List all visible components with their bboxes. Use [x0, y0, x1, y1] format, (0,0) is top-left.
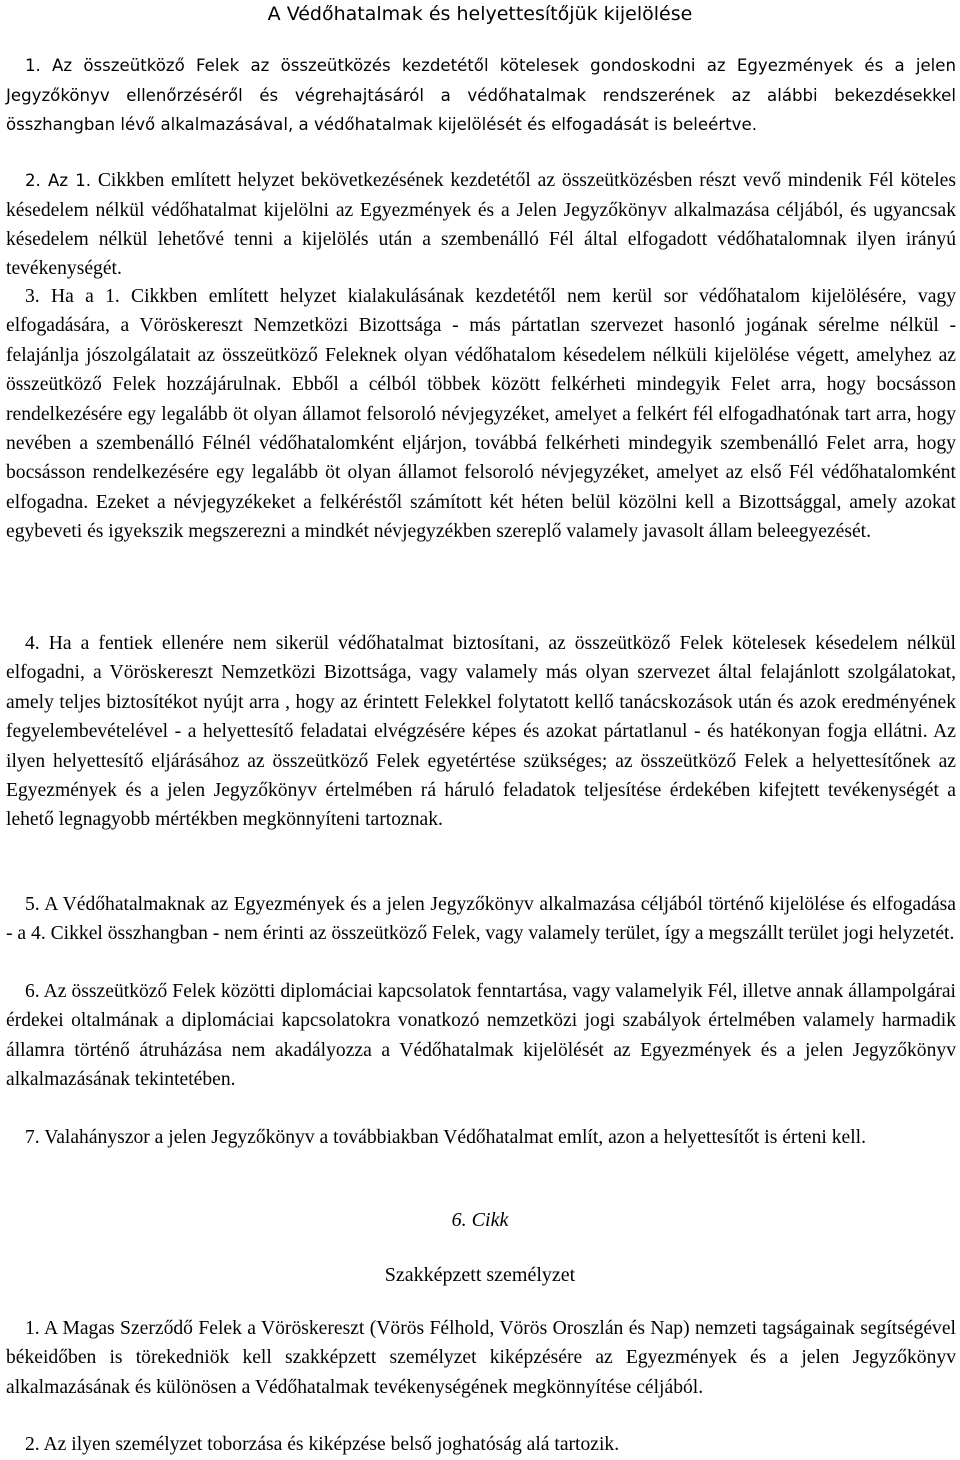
- paragraph-4: 4. Ha a fentiek ellenére nem sikerül védőhatalmat biztosítani, az összeütköző Felek kötelesek késedelem nélkül elfogadni, a Vöröskereszt Nemzetközi Bizottsága, vagy valamely más olyan szervezet által felajánlott szolgálatokat, amely teljes biztosítékot nyújt arra , hogy az érintett Felekkel folytatott kellő tanácskozások után és azok eredményének fegyelembevételével - a helyettesítő feladatai elvégzésére képes és azokat pártatlanul - és hatékonyan fogja ellátni. Az ilyen helyettesítő eljárásához az összeütköző Felek egyetértése szükséges; az összeütköző Felek a helyettesítőnek az Egyezmények és a jelen Jegyzőkönyv értelmében rá háruló feladatok teljesítése érdekében kifejtett tevékenységét a lehető legnagyobb mértékben megkönnyíteni tartoznak.: [6, 633, 956, 831]
- article-number: 6. Cikk: [451, 1209, 509, 1231]
- paragraph-1: 1. Az összeütköző Felek az összeütközés kezdetétől kötelesek gondoskodni az Egyezmények és a jelen Jegyzőkönyv ellenőrzéséről és végrehajtásáról a védőhatalmak rendszerének az alábbi bekezdésekkel összhangban lévő alkalmazásával, a védőhatalmak kijelölését és elfogadását is beleértve.: [6, 56, 956, 135]
- paragraph-7: 7. Valahányszor a jelen Jegyzőkönyv a továbbiakban Védőhatalmat említ, azon a helyettesítőt is érteni kell.: [25, 1127, 866, 1148]
- paragraph-2-number: 2. Az 1.: [25, 171, 92, 190]
- paragraph-3: 3. Ha a 1. Cikkben említett helyzet kialakulásának kezdetétől nem kerül sor védőhatalom kijelölésére, vagy elfogadására, a Vöröskereszt Nemzetközi Bizottsága - más pártatlan szervezet hasonló jogának sérelme nélkül - felajánlja jószolgálatait az összeütköző Feleknek olyan védőhatalom késedelem nélküli kijelölése végett, amelyhez az összeütköző Felek hozzájárulnak. Ebből a célból többek között felkérheti mindegyik Felet arra, hogy bocsásson rendelkezésére egy legalább öt olyan államot felsoroló névjegyzéket, amelyet a felkért fél elfogadhatónak tart arra, hogy nevében a szembenálló Félnél védőhatalomként eljárjon, továbbá felkérheti mindegyik szembenálló Felet arra, hogy bocsásson rendelkezésére egy legalább öt olyan államot felsoroló névjegyzéket, amelyet az első Fél védőhatalomként elfogadna. Ezeket a névjegyzékeket a felkéréstől számított két héten belül közölni kell a Bizottsággal, amely azokat egybeveti és igyekszik megszerezni a mindkét névjegyzékben szereplő valamely javasolt állam beleegyezését.: [6, 286, 956, 543]
- section-heading: A Védőhatalmak és helyettesítőjük kijelölése: [267, 3, 693, 25]
- article-paragraph-1: 1. A Magas Szerződő Felek a Vöröskereszt (Vörös Félhold, Vörös Oroszlán és Nap) nemzeti tagságainak segítségével békeidőben is törekedniök kell szakképzett személyzet kiképzésére az Egyezmények és a jelen Jegyzőkönyv alkalmazásának és különösen a Védőhatalmak tevékenységének megkönnyítése céljából.: [6, 1318, 956, 1398]
- paragraph-5: 5. A Védőhatalmaknak az Egyezmények és a jelen Jegyzőkönyv alkalmazása céljából történő kijelölése és elfogadása - a 4. Cikkel összhangban - nem érinti az összeütköző Felek, vagy valamely terület, így a megszállt terület jogi helyzetét.: [6, 894, 956, 945]
- paragraph-6: 6. Az összeütköző Felek közötti diplomáciai kapcsolatok fenntartása, vagy valamelyik Fél, illetve annak állampolgárai érdekei oltalmának a diplomáciai kapcsolatokra vonatkozó nemzetközi jogi szabályok értelmében valamely harmadik államra történő átruházása nem akadályozza a Védőhatalmak kijelölését az Egyezmények és a jelen Jegyzőkönyv alkalmazásának tekintetében.: [6, 981, 956, 1091]
- paragraph-2: [6, 166, 956, 284]
- article-paragraph-2: 2. Az ilyen személyzet toborzása és kiképzése belső joghatóság alá tartozik.: [25, 1434, 620, 1455]
- paragraph-2-text: Cikkben említett helyzet bekövetkezésének kezdetétől az összeütközésben részt vevő mindenik Fél köteles késedelem nélkül védőhatalmat kijelölni az Egyezmények és a Jelen Jegyzőkönyv alkalmazása céljából, és ugyancsak késedelem nélkül lehetővé tenni a kijelölés után a szembenálló Fél által elfogadott védőhatalomnak ilyen irányú tevékenységét.: [6, 170, 956, 280]
- article-title: Szakképzett személyzet: [384, 1264, 576, 1286]
